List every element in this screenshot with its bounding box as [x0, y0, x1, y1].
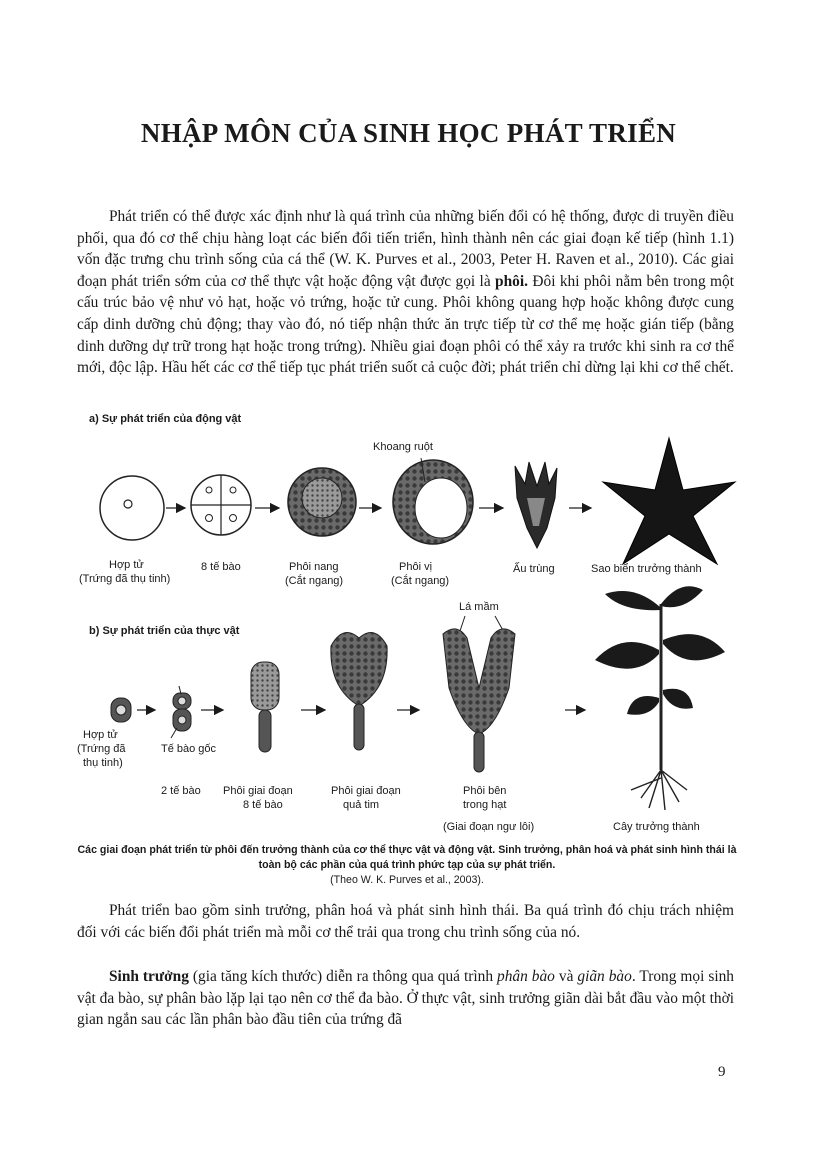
label-larva: Ấu trùng	[513, 563, 555, 575]
label-8-cell-stage: Phôi giai đoạn	[223, 785, 293, 797]
zygote-plant-drawing	[111, 698, 131, 722]
page-number: 9	[718, 1064, 726, 1080]
label-2-cells: 2 tế bào	[161, 785, 201, 797]
label-adult-plant: Cây trưởng thành	[613, 821, 700, 833]
larva-drawing	[515, 462, 557, 548]
label-embryo-in-seed-2: trong hạt	[463, 799, 507, 811]
animal-heading: a) Sự phát triển của động vật	[89, 413, 242, 425]
label-basal-cell: Tế bào gốc	[161, 743, 217, 755]
plant-eight-cell-drawing	[251, 662, 279, 752]
label-heart-stage: Phôi giai đoạn	[331, 785, 401, 797]
page-title: NHẬP MÔN CỦA SINH HỌC PHÁT TRIỂN	[140, 118, 677, 148]
label-torpedo-stage: (Giai đoạn ngư lôi)	[443, 821, 535, 833]
label-gastrula: Phôi vị	[399, 561, 433, 573]
label-blastula: Phôi nang	[289, 561, 339, 573]
adult-plant-drawing	[595, 586, 725, 810]
label-cotyledon: Lá mầm	[459, 601, 499, 613]
italic-term-cell-division: phân bào	[497, 968, 555, 985]
paragraph-2: Phát triển bao gồm sinh trưởng, phân hoá và phát sinh hình thái. Ba quá trình đó chịu trách nhiệm đối với các biến đổi phát triển mà mỗi cơ thể trải qua trong chu trình sống của nó.	[77, 902, 734, 941]
italic-term-cell-expansion: giãn bào	[577, 968, 632, 985]
figure-development-stages	[75, 398, 745, 838]
label-fertilized-egg-2: thụ tinh)	[83, 757, 123, 769]
zygote-animal-drawing	[100, 476, 164, 540]
plant-heading: b) Sự phát triển của thực vật	[89, 625, 240, 637]
label-zygote: Hợp tử	[109, 559, 144, 571]
label-embryo-in-seed: Phôi bên	[463, 785, 507, 797]
label-gut-cavity: Khoang ruột	[373, 441, 433, 453]
label-adult-starfish: Sao biển trưởng thành	[591, 563, 702, 575]
label-cross-section: (Cắt ngang)	[391, 575, 450, 587]
caption-main: Các giai đoạn phát triển từ phôi đến trưởng thành của cơ thể thực vật và động vật. Sinh trưởng, phân hoá và phát sinh hình thái là toàn bộ các phần của quá trình phức tạp của sự phát triển.	[77, 844, 737, 871]
label-8-cells: 8 tế bào	[201, 561, 241, 573]
intro-paragraph: Phát triển có thể được xác định như là quá trình của những biến đổi có hệ thống, được di truyền điều phối, qua đó cơ thể chịu hàng loạt các biến đổi tiến triển, hình thành nên các giai đoạn kế tiếp (hình 1.1) vốn đặc trưng chu trình sống của cá thể (W. K. Purves et al., 2003, Peter H. Raven et al., 2010). Các giai đoạn phát triển sớm của cơ thể thực vật hoặc động vật được gọi là phôi. Đôi khi phôi nằm bên trong một cấu trúc bảo vệ như vỏ hạt, hoặc vỏ trứng, hoặc tử cung. Phôi không quang hợp hoặc không được cung cấp dinh dưỡng chủ động; thay vào đó, nó tiếp nhận thức ăn trực tiếp từ cơ thể mẹ hoặc gián tiếp (bằng dinh dưỡng dự trữ trong hạt hoặc trong trứng). Nhiều giai đoạn phôi có thể xảy ra trước khi sinh ra cơ thể mới, độc lập. Hầu hết các cơ thể tiếp tục phát triển suốt cả cuộc đời; phát triển chỉ dừng lại khi cơ thể chết.	[77, 208, 734, 377]
label-fertilized-egg: (Trứng đã thụ tinh)	[79, 573, 171, 585]
label-8-cell-stage-2: 8 tế bào	[243, 799, 283, 811]
figure-caption	[77, 843, 737, 888]
eight-cell-drawing	[191, 475, 251, 535]
bold-term-phoi: phôi.	[495, 272, 528, 290]
gastrula-drawing	[393, 458, 473, 544]
caption-source: (Theo W. K. Purves et al., 2003).	[330, 874, 484, 886]
label-plant-zygote: Hợp tử	[83, 729, 118, 741]
blastula-drawing	[288, 468, 356, 536]
heart-stage-drawing	[331, 633, 387, 750]
starfish-drawing	[603, 438, 735, 564]
label-fertilized-egg: (Trứng đã	[77, 743, 126, 755]
two-cell-drawing	[171, 686, 191, 738]
paragraph-3: Sinh trưởng (gia tăng kích thước) diễn ra thông qua quá trình phân bào và giãn bào. Trong mọi sinh vật đa bào, sự phân bào lặp lại tạo nên cơ thể đa bào. Ở thực vật, sinh trưởng giãn dài bắt đầu vào một thời gian ngắn sau các lần phân bào đầu tiên của trứng đã	[77, 968, 734, 1029]
bold-term-growth: Sinh trưởng	[109, 968, 189, 985]
label-cross-section: (Cắt ngang)	[285, 575, 344, 587]
label-heart-stage-2: quả tim	[343, 799, 380, 811]
torpedo-stage-drawing	[443, 629, 515, 772]
